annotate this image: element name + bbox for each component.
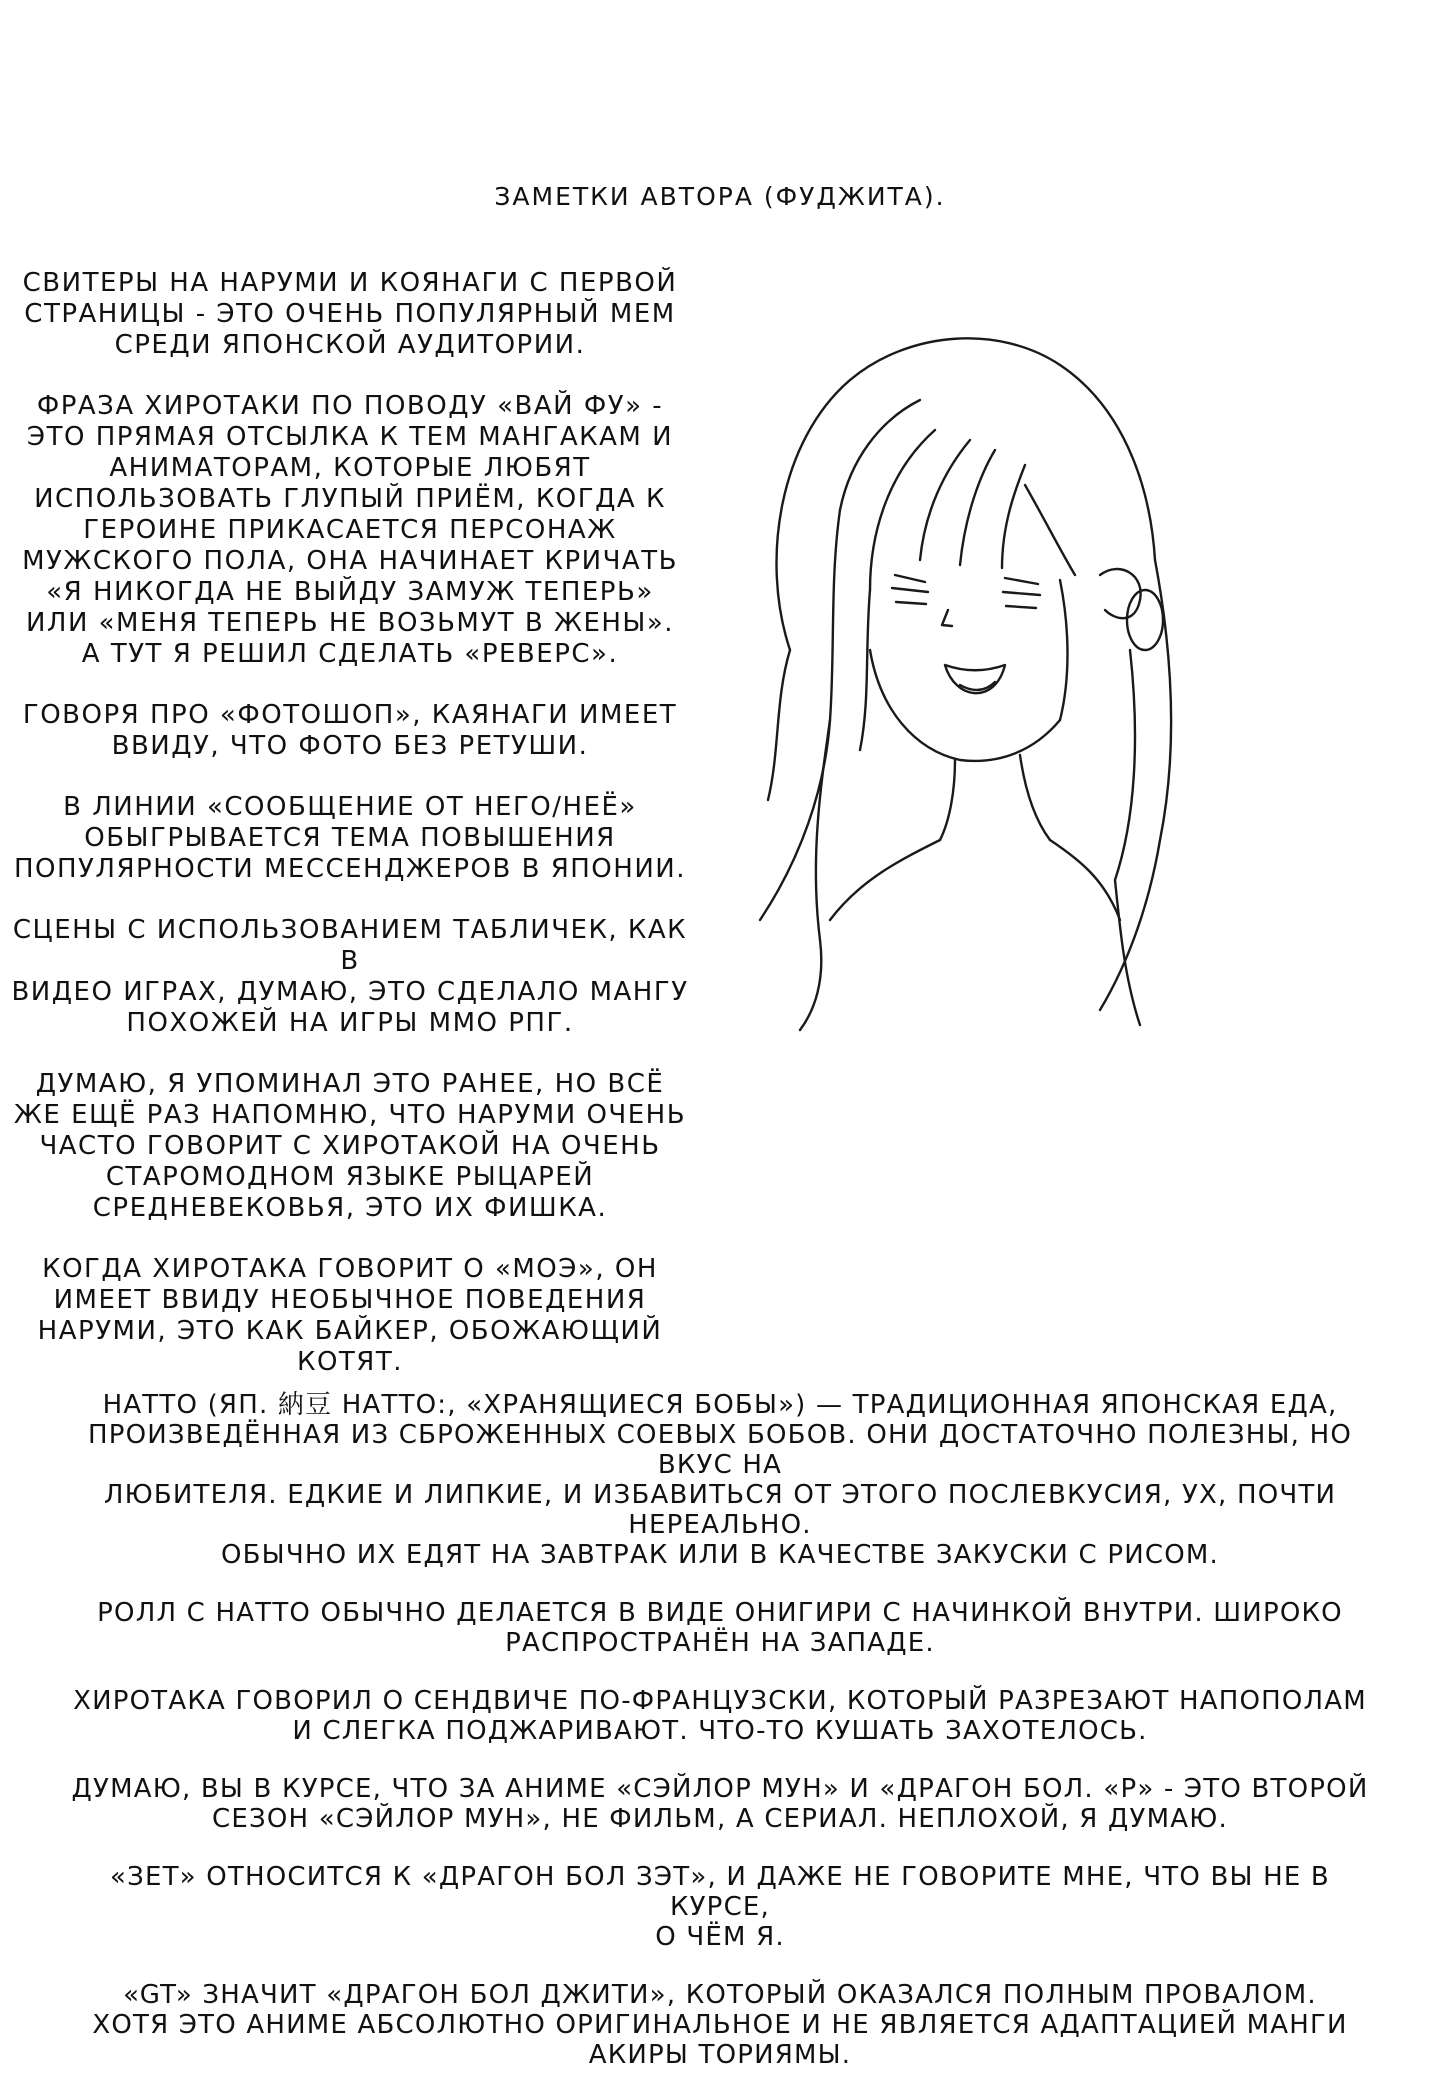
note-game-signs: СЦЕНЫ С ИСПОЛЬЗОВАНИЕМ ТАБЛИЧЕК, КАК В ВИДЕО ИГРАХ, ДУМАЮ, ЭТО СДЕЛАЛО МАНГУ ПОХОЖЕЙ НА ИГРЫ ММО РПГ.: [11, 915, 689, 1038]
note-photoshop: ГОВОРЯ ПРО «ФОТОШОП», КАЯНАГИ ИМЕЕТ ВВИДУ, ЧТО ФОТО БЕЗ РЕТУШИ.: [22, 700, 678, 761]
footnote-sandwich: ХИРОТАКА ГОВОРИЛ О СЕНДВИЧЕ ПО-ФРАНЦУЗСКИ, КОТОРЫЙ РАЗРЕЗАЮТ НАПОПОЛАМ И СЛЕГКА ПОДЖАРИВАЮТ. ЧТО-ТО КУШАТЬ ЗАХОТЕЛОСЬ.: [73, 1686, 1367, 1746]
footnote-dragon-ball-gt: «GT» ЗНАЧИТ «ДРАГОН БОЛ ДЖИТИ», КОТОРЫЙ ОКАЗАЛСЯ ПОЛНЫМ ПРОВАЛОМ. ХОТЯ ЭТО АНИМЕ АБСОЛЮТНО ОРИГИНАЛЬНОЕ И НЕ ЯВЛЯЕТСЯ АДАПТАЦИЕЙ МАНГИ АКИРЫ ТОРИЯМЫ.: [92, 1980, 1348, 2070]
translator-footnotes: [70, 1390, 1370, 2098]
note-moe: КОГДА ХИРОТАКА ГОВОРИТ О «МОЭ», ОН ИМЕЕТ ВВИДУ НЕОБЫЧНОЕ ПОВЕДЕНИЯ НАРУМИ, ЭТО КАК БАЙКЕР, ОБОЖАЮЩИЙ КОТЯТ.: [37, 1254, 663, 1377]
note-knight-speech: ДУМАЮ, Я УПОМИНАЛ ЭТО РАНЕЕ, НО ВСЁ ЖЕ ЕЩЁ РАЗ НАПОМНЮ, ЧТО НАРУМИ ОЧЕНЬ ЧАСТО ГОВОРИТ С ХИРОТАКОЙ НА ОЧЕНЬ СТАРОМОДНОМ ЯЗЫКЕ РЫЦАРЕЙ СРЕДНЕВЕКОВЬЯ, ЭТО ИХ ФИШКА.: [13, 1069, 687, 1223]
page-title: ЗАМЕТКИ АВТОРА (ФУДЖИТА).: [494, 182, 946, 211]
footnote-natto-roll: РОЛЛ С НАТТО ОБЫЧНО ДЕЛАЕТСЯ В ВИДЕ ОНИГИРИ С НАЧИНКОЙ ВНУТРИ. ШИРОКО РАСПРОСТРАНЁН НА ЗАПАДЕ.: [97, 1598, 1343, 1658]
note-sweaters: СВИТЕРЫ НА НАРУМИ И КОЯНАГИ С ПЕРВОЙ СТРАНИЦЫ - ЭТО ОЧЕНЬ ПОПУЛЯРНЫЙ МЕМ СРЕДИ ЯПОНСКОЙ АУДИТОРИИ.: [22, 268, 678, 360]
note-messenger: В ЛИНИИ «СООБЩЕНИЕ ОТ НЕГО/НЕЁ» ОБЫГРЫВАЕТСЯ ТЕМА ПОВЫШЕНИЯ ПОПУЛЯРНОСТИ МЕССЕНДЖЕРОВ В ЯПОНИИ.: [13, 792, 686, 884]
footnote-sailor-moon: ДУМАЮ, ВЫ В КУРСЕ, ЧТО ЗА АНИМЕ «СЭЙЛОР МУН» И «ДРАГОН БОЛ. «Р» - ЭТО ВТОРОЙ СЕЗОН «СЭЙЛОР МУН», НЕ ФИЛЬМ, А СЕРИАЛ. НЕПЛОХОЙ, Я ДУМАЮ.: [71, 1774, 1369, 1834]
note-wife-phrase: ФРАЗА ХИРОТАКИ ПО ПОВОДУ «ВАЙ ФУ» - ЭТО ПРЯМАЯ ОТСЫЛКА К ТЕМ МАНГАКАМ И АНИМАТОРАМ, КОТОРЫЕ ЛЮБЯТ ИСПОЛЬЗОВАТЬ ГЛУПЫЙ ПРИЁМ, КОГДА К ГЕРОИНЕ ПРИКАСАЕТСЯ ПЕРСОНАЖ МУЖСКОГО ПОЛА, ОНА НАЧИНАЕТ КРИЧАТЬ «Я НИКОГДА НЕ ВЫЙДУ ЗАМУЖ ТЕПЕРЬ» ИЛИ «МЕНЯ ТЕПЕРЬ НЕ ВОЗЬМУТ В ЖЕНЫ». А ТУТ Я РЕШИЛ СДЕЛАТЬ «РЕВЕРС».: [22, 391, 678, 669]
author-notes: [0, 268, 700, 1408]
girl-sketch-illustration: [720, 320, 1240, 1040]
footnote-natto: НАТТО (ЯП. 納豆 НАТТО:, «ХРАНЯЩИЕСЯ БОБЫ») — ТРАДИЦИОННАЯ ЯПОНСКАЯ ЕДА, ПРОИЗВЕДЁННАЯ ИЗ СБРОЖЕННЫХ СОЕВЫХ БОБОВ. ОНИ ДОСТАТОЧНО ПОЛЕЗНЫ, НО ВКУС НА ЛЮБИТЕЛЯ. ЕДКИЕ И ЛИПКИЕ, И ИЗБАВИТЬСЯ ОТ ЭТОГО ПОСЛЕВКУСИЯ, УХ, ПОЧТИ НЕРЕАЛЬНО. ОБЫЧНО ИХ ЕДЯТ НА ЗАВТРАК ИЛИ В КАЧЕСТВЕ ЗАКУСКИ С РИСОМ.: [87, 1390, 1353, 1570]
footnote-dragon-ball-z: «ЗЕТ» ОТНОСИТСЯ К «ДРАГОН БОЛ ЗЭТ», И ДАЖЕ НЕ ГОВОРИТЕ МНЕ, ЧТО ВЫ НЕ В КУРСЕ, О ЧЁМ Я.: [110, 1862, 1330, 1952]
